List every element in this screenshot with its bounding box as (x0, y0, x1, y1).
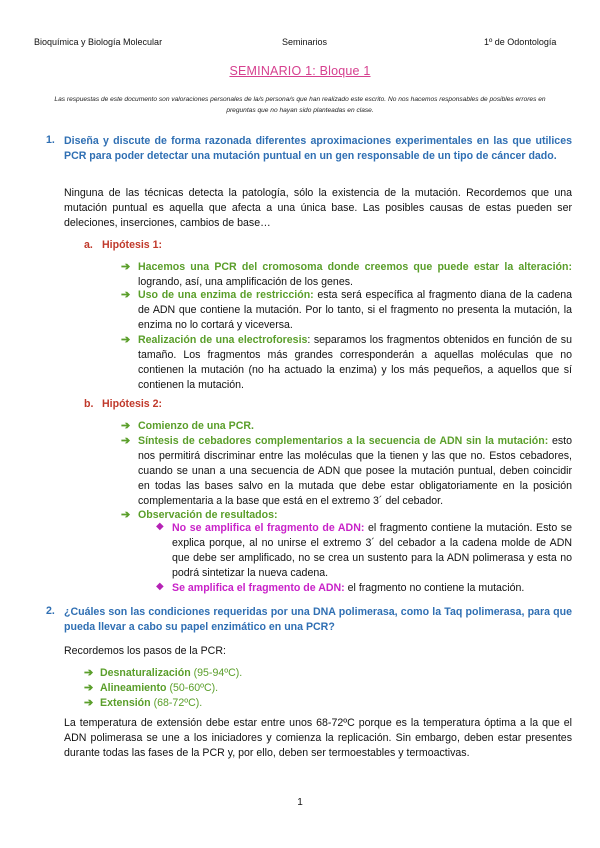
diamond-bullet-icon: ◆ (156, 521, 164, 532)
arrow-right-icon: ➔ (84, 697, 94, 709)
arrow-right-icon: ➔ (121, 261, 131, 273)
hyp1-item-3: Realización de una electroforesis: separamos los fragmentos obtenidos en función de su tamaño. Los fragmentos más grandes corresponderán a aquellas moléculas que no contienen la mutación (no ha actuado la enzima) y los más pequeños, a aquellos que sí contienen la mutación. (138, 334, 572, 391)
diamond-bullet-icon: ◆ (156, 581, 164, 592)
pcr-step-1: Desnaturalización (95-94ºC). (100, 667, 243, 679)
hyp2-item-1: Comienzo de una PCR. (138, 420, 254, 432)
disclaimer: Las respuestas de este documento son valoraciones personales de la/s persona/s que han realizado este escrito. No nos hacemos responsables de posibles errores en preguntas que no hayan sido planteadas en clase. (54, 96, 546, 114)
hyp2-label: b. (84, 398, 94, 410)
arrow-right-icon: ➔ (84, 667, 94, 679)
header-course: 1º de Odontología (484, 37, 557, 47)
result-amplify: Se amplifica el fragmento de ADN: el fragmento no contiene la mutación. (172, 582, 525, 594)
q2-intro: Recordemos los pasos de la PCR: (64, 645, 226, 657)
arrow-right-icon: ➔ (121, 289, 131, 301)
pcr-step-3: Extensión (68-72ºC). (100, 697, 203, 709)
q1-intro: Ninguna de las técnicas detecta la patología, sólo la existencia de la mutación. Recordemos que una mutación puntual es aquella que afecta a una única base. Las posibles causas de estas pueden ser deleciones, inserciones, cambios de base… (64, 187, 572, 229)
hyp1-item-1: Hacemos una PCR del cromosoma donde creemos que puede estar la alteración: logrando, así, una amplificación de los genes. (138, 261, 572, 288)
arrow-right-icon: ➔ (121, 334, 131, 346)
arrow-right-icon: ➔ (121, 435, 131, 447)
document-title: SEMINARIO 1: Bloque 1 (229, 64, 371, 78)
page-number: 1 (297, 797, 303, 808)
hyp2-title: Hipótesis 2: (102, 398, 163, 410)
pcr-step-2: Alineamiento (50-60ºC). (100, 682, 219, 694)
q1-number: 1. (46, 134, 55, 146)
result-no-amplify: No se amplifica el fragmento de ADN: el fragmento contiene la mutación. Esto se explica porque, al no unirse el extremo 3´ del cebador a la cadena molde de ADN que debe ser amplificado, no se crea un sustento para la ADN polimerasa y esta no podrá sintetizar la nueva cadena. (172, 522, 572, 579)
hyp2-item-2: Síntesis de cebadores complementarios a la secuencia de ADN sin la mutación: esto nos permitirá discriminar entre las moléculas que la tienen y las que no. Estos cebadores, cuando se unan a una secuencia de ADN que posee la mutación puntual, deben coincidir en todas las bases salvo en la mutada que debe estar obligatoriamente en la posición complementaria a la base que está en el extremo 3´ del cebador. (138, 435, 572, 507)
arrow-right-icon: ➔ (121, 420, 131, 432)
q1-question: Diseña y discute de forma razonada diferentes aproximaciones experimentales en las que utilices PCR para poder detectar una mutación puntual en un gen responsable de un tipo de cáncer dado. (64, 135, 572, 162)
header-section: Seminarios (282, 37, 328, 47)
arrow-right-icon: ➔ (121, 509, 131, 521)
q2-conclusion: La temperatura de extensión debe estar entre unos 68-72ºC porque es la temperatura óptima a la que el ADN polimerasa se une a los iniciadores y comienza la replicación. Sin embargo, deben estar presentes durante todas las fases de la PCR y, por ello, deben ser termoestables y termoactivas. (64, 717, 572, 759)
hyp1-item-2: Uso de una enzima de restricción: esta será específica al fragmento diana de la cadena de ADN que contiene la mutación. Por lo tanto, si el fragmento no presenta la mutación, la enzima no lo cortará y viceversa. (138, 289, 573, 331)
hyp1-label: a. (84, 239, 93, 251)
q2-number: 2. (46, 605, 55, 617)
hyp2-item-3: Observación de resultados: (138, 509, 278, 521)
hyp1-title: Hipótesis 1: (102, 239, 163, 251)
q2-question: ¿Cuáles son las condiciones requeridas por una DNA polimerasa, como la Taq polimerasa, para que pueda llevar a cabo su papel enzimático en una PCR? (64, 606, 572, 633)
arrow-right-icon: ➔ (84, 682, 94, 694)
header-subject: Bioquímica y Biología Molecular (34, 37, 163, 47)
